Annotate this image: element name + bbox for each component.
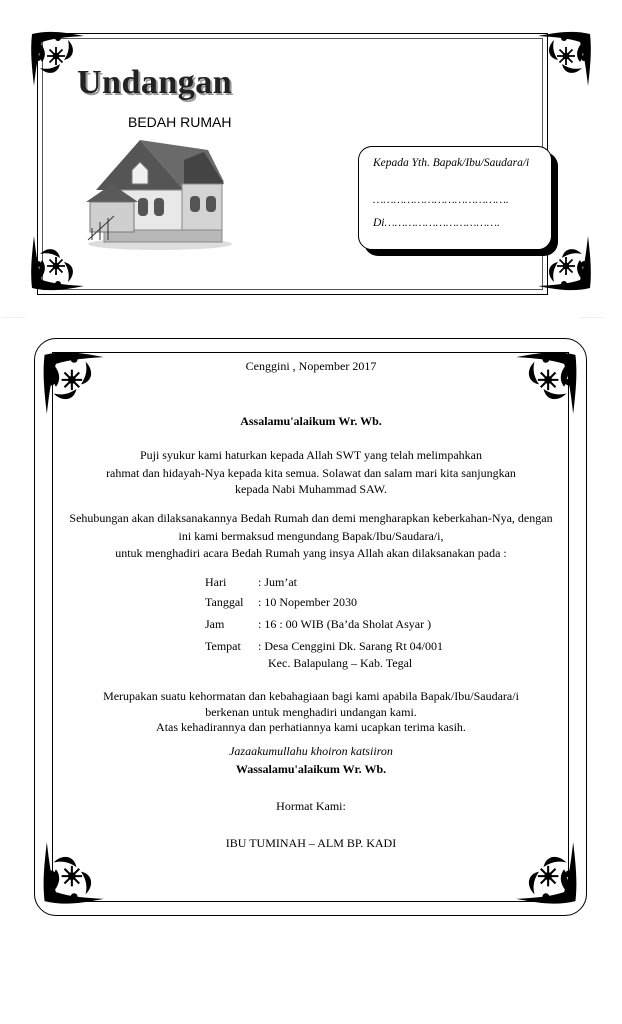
detail-label-place: Tempat xyxy=(205,639,241,653)
address-name-blank: …………………………………. xyxy=(373,194,509,206)
detail-value-date: : 10 Nopember 2030 xyxy=(258,595,357,609)
invitation-subtitle: BEDAH RUMAH xyxy=(128,114,232,130)
corner-ornament-icon xyxy=(536,28,594,86)
detail-value-time: : 16 : 00 WIB (Ba’da Sholat Asyar ) xyxy=(258,617,432,631)
cut-mark: - - - - - - - - - - - - - - xyxy=(2,315,26,319)
greeting: Assalamu'alaikum Wr. Wb. xyxy=(240,414,382,428)
detail-value-day: : Jum’at xyxy=(258,575,297,589)
paragraph-line: Sehubungan akan dilaksanakannya Bedah Rumah dan demi mengharapkan keberkahan-Nya, dengan xyxy=(69,511,553,525)
house-illustration-icon xyxy=(78,132,238,250)
paragraph-line: ini kami bermaksud mengundang Bapak/Ibu/Saudara/i, xyxy=(178,529,444,543)
paragraph-line: Puji syukur kami haturkan kepada Allah SWT yang telah melimpahkan xyxy=(139,448,483,462)
place-date: Cenggini , Nopember 2017 xyxy=(245,359,377,373)
detail-value-place: : Desa Cenggini Dk. Sarang Rt 04/001 xyxy=(258,639,443,653)
detail-label-time: Jam xyxy=(205,617,225,631)
signature: IBU TUMINAH – ALM BP. KADI xyxy=(225,836,397,850)
paragraph-line: berkenan untuk menghadiri undangan kami. xyxy=(205,705,417,719)
paragraph-line: kepada Nabi Muhammad SAW. xyxy=(235,482,387,496)
address-recipient: Kepada Yth. Bapak/Ibu/Saudara/i xyxy=(373,157,530,169)
detail-label-date: Tanggal xyxy=(205,595,244,609)
paragraph-line: Atas kehadirannya dan perhatiannya kami ucapkan terima kasih. xyxy=(156,720,466,734)
cut-mark: - - - - - - - - - - - - - - xyxy=(580,315,604,319)
corner-ornament-icon xyxy=(40,348,106,414)
detail-label-day: Hari xyxy=(205,575,227,589)
corner-ornament-icon xyxy=(514,348,580,414)
detail-value-place-line2: Kec. Balapulang – Kab. Tegal xyxy=(268,656,413,670)
closing-prayer: Jazaakumullahu khoiron katsiiron xyxy=(229,744,393,758)
regards: Hormat Kami: xyxy=(276,799,346,813)
paragraph-line: untuk menghadiri acara Bedah Rumah yang insya Allah akan dilaksanakan pada : xyxy=(115,546,507,560)
address-location-blank: Di……………………………. xyxy=(373,217,500,229)
closing-greeting: Wassalamu'alaikum Wr. Wb. xyxy=(235,762,387,776)
corner-ornament-icon xyxy=(40,842,106,908)
paragraph-line: rahmat dan hidayah-Nya kepada kita semua. Solawat dan salam mari kita sanjungkan xyxy=(106,466,516,480)
paragraph-line: Merupakan suatu kehormatan dan kebahagiaan bagi kami apabila Bapak/Ibu/Saudara/i xyxy=(103,689,519,703)
corner-ornament-icon xyxy=(514,842,580,908)
invitation-title: Undangan xyxy=(77,64,233,101)
address-box xyxy=(358,146,552,250)
